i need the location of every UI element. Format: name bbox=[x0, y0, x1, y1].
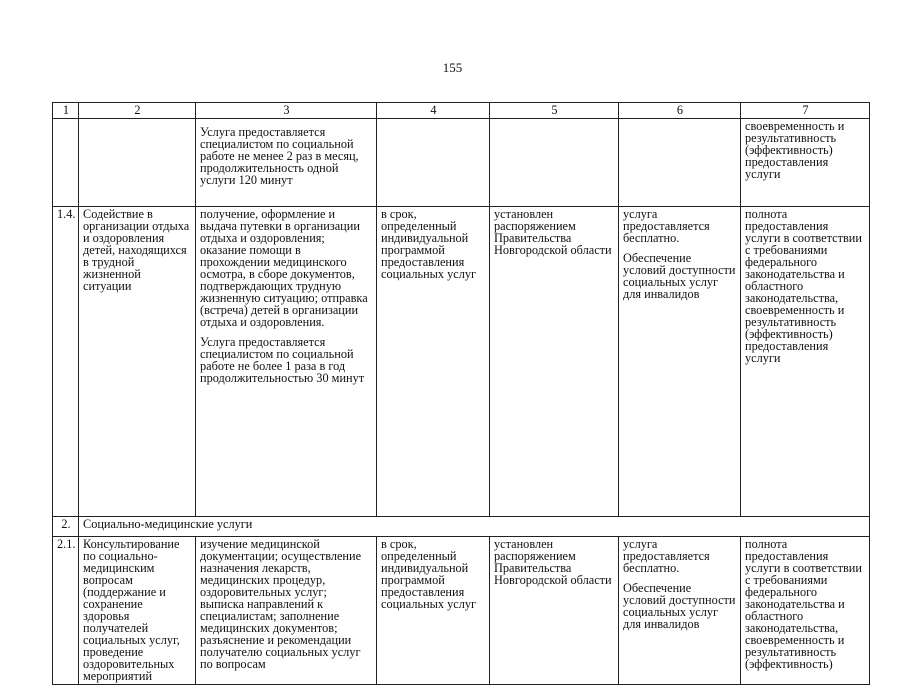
row-number: 2.1. bbox=[53, 537, 79, 685]
service-note: Услуга предоставляется специалистом по социальной работе не менее 2 раз в месяц, продолжительность одной услуги 120 минут bbox=[200, 125, 359, 187]
service-name: Консультирование по социально-медицинским вопросам (поддержание и сохранение здоровья получателей социальных услуг, проведение оздоровительных мероприятий bbox=[79, 537, 196, 685]
accessibility-note: Обеспечение условий доступности социальных услуг для инвалидов bbox=[623, 251, 736, 301]
header-col-6: 6 bbox=[619, 103, 741, 119]
service-note: Услуга предоставляется специалистом по социальной работе не более 1 раза в год продолжительностью 30 минут bbox=[200, 335, 365, 385]
table-row-1-4 bbox=[53, 207, 870, 517]
cell-name bbox=[79, 119, 196, 207]
service-norm: установлен распоряжением Правительства Новгородской области bbox=[490, 537, 619, 685]
service-payment: услуга предоставляется бесплатно. Обеспечение условий доступности социальных услуг для инвалидов bbox=[619, 207, 741, 517]
cell-term bbox=[377, 119, 490, 207]
service-quality: полнота предоставления услуги в соответствии с требованиями федерального законодательства и областного законодательства, своевременность и результативность (эффективность) предоставления услуги bbox=[741, 207, 870, 517]
header-col-4: 4 bbox=[377, 103, 490, 119]
service-description: получение, оформление и выдача путевки в организации отдыха и оздоровления; оказание помощи в прохождении медицинского осмотра, в сборе документов, подтверждающих трудную жизненную ситуацию; отправка (встреча) детей в организации отдыха и оздоровления. Услуга предоставляется специалистом по социальной работе не более 1 раза в год продолжительностью 30 минут bbox=[196, 207, 377, 517]
row-number: 1.4. bbox=[53, 207, 79, 517]
header-col-2: 2 bbox=[79, 103, 196, 119]
cell-description bbox=[196, 119, 377, 207]
section-title: Социально-медицинские услуги bbox=[79, 517, 870, 537]
header-row bbox=[53, 103, 870, 119]
service-term: в срок, определенный индивидуальной программой предоставления социальных услуг bbox=[377, 207, 490, 517]
accessibility-note: Обеспечение условий доступности социальных услуг для инвалидов bbox=[623, 581, 736, 631]
table-row-continuation bbox=[53, 119, 870, 207]
service-quality: полнота предоставления услуги в соответствии с требованиями федерального законодательства и областного законодательства, своевременность и результативность (эффективность) bbox=[741, 537, 870, 685]
page-number: 155 bbox=[442, 60, 463, 75]
header-col-1: 1 bbox=[53, 103, 79, 119]
section-row-2 bbox=[53, 517, 870, 537]
header-col-3: 3 bbox=[196, 103, 377, 119]
service-name: Содействие в организации отдыха и оздоровления детей, находящихся в трудной жизненной ситуации bbox=[79, 207, 196, 517]
header-col-7: 7 bbox=[741, 103, 870, 119]
header-col-5: 5 bbox=[490, 103, 619, 119]
service-term: в срок, определенный индивидуальной программой предоставления социальных услуг bbox=[377, 537, 490, 685]
service-payment: услуга предоставляется бесплатно. Обеспечение условий доступности социальных услуг для инвалидов bbox=[619, 537, 741, 685]
service-description: изучение медицинской документации; осуществление назначения лекарств, медицинских процедур, оздоровительных услуг; выписка направлений к специалистам; заполнение медицинских документов; разъяснение и рекомендации получателю социальных услуг по вопросам bbox=[196, 537, 377, 685]
services-table bbox=[52, 102, 870, 685]
section-number: 2. bbox=[53, 517, 79, 537]
cell-payment bbox=[619, 119, 741, 207]
service-norm: установлен распоряжением Правительства Новгородской области bbox=[490, 207, 619, 517]
cell-num bbox=[53, 119, 79, 207]
cell-norm bbox=[490, 119, 619, 207]
table-row-2-1 bbox=[53, 537, 870, 685]
cell-quality: своевременность и результативность (эффективность) предоставления услуги bbox=[741, 119, 870, 207]
